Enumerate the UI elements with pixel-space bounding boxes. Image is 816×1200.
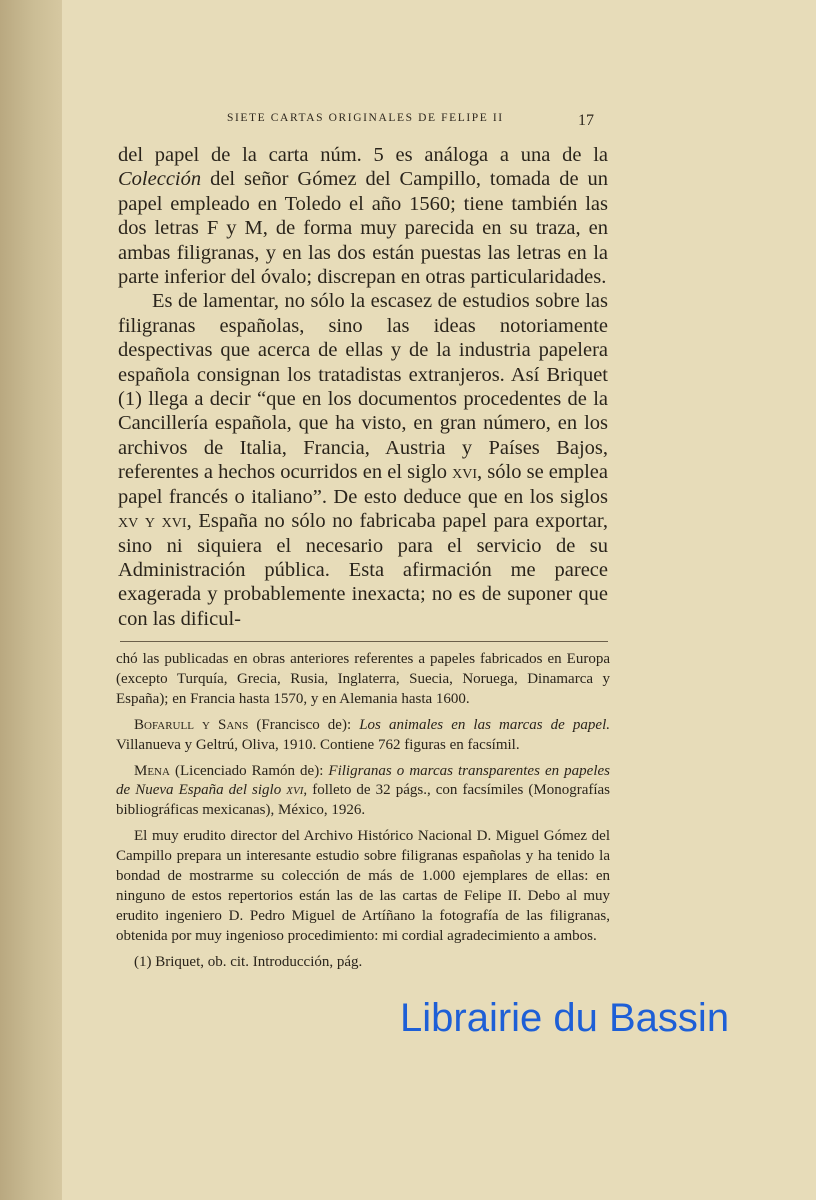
text-run: (Licenciado Ramón de): xyxy=(169,762,329,779)
author-name: Mena xyxy=(134,762,170,779)
text-run: del papel de la carta núm. 5 es análoga a una de la xyxy=(118,144,608,166)
text-run: , España no sólo no fabricaba papel para exportar, sino ni siquiera el necesario para el servicio de su Administración pública. Esta afirmación me parece exagerada y probablemente inexacta; no es de suponer que con las dificul- xyxy=(118,510,608,630)
author-name: Bofarull y Sans xyxy=(134,716,249,733)
footnote-divider xyxy=(120,641,608,642)
footnote-mena xyxy=(116,762,610,822)
text-run: Es de lamentar, no sólo la escasez de estudios sobre las filigranas españolas, sino las ideas notoriamente despectivas que acerca de ellas y de la industria papelera española consignan los tratadistas extranjeros. Así Briquet (1) llega a decir “que en los documentos procedentes de la Cancillería española, que ha visto, en gran número, en los archivos de Italia, Francia, Austria y Países Bajos, referentes a hechos ocurridos en el siglo xyxy=(118,290,608,484)
smallcaps-run: xvi xyxy=(452,461,478,484)
footnote-gomez: El muy erudito director del Archivo Histórico Nacional D. Miguel Gómez del Campillo prepara un interesante estudio sobre filigranas españolas y ha tenido la bondad de mostrarme su colección de más de 1.000 ejemplares de ellas: en ninguno de estos repertorios están las de las cartas de Felipe II. Debo al muy erudito ingeniero D. Pedro Miguel de Artíñano la fotografía de las filigranas, obtenida por muy ingenioso procedimiento: mi cordial agradecimiento a ambos. xyxy=(116,828,610,944)
text-run: Villanueva y Geltrú, Oliva, 1910. Contiene 762 figuras en facsímil. xyxy=(116,736,520,753)
smallcaps-run: xvi xyxy=(286,782,304,799)
smallcaps-run: xv y xvi xyxy=(118,510,187,533)
page-number: 17 xyxy=(578,112,594,129)
watermark: Librairie du Bassin xyxy=(400,996,730,1040)
book-page xyxy=(62,0,816,1200)
running-header: SIETE CARTAS ORIGINALES DE FELIPE II xyxy=(227,112,504,124)
bleed-through-text xyxy=(4,120,44,172)
text-run: , folleto de 32 págs., con facsímiles (Monografías bibliográficas mexicanas), México, 1926. xyxy=(116,782,611,819)
paragraph-2 xyxy=(118,289,608,631)
adjacent-page-edge xyxy=(0,0,62,1200)
text-run: (Francisco de): xyxy=(248,716,360,733)
footnotes xyxy=(116,650,610,979)
text-run: , sólo se emplea papel francés o italiano”. De esto deduce que en los siglos xyxy=(118,461,608,508)
italic-run: Colección xyxy=(118,168,202,191)
paragraph-1 xyxy=(118,143,608,289)
work-title: Los animales en las marcas de papel. xyxy=(359,716,610,733)
work-title: Filigranas o marcas transparentes en papeles de Nueva España del siglo xyxy=(116,762,610,799)
footnote-bofarull xyxy=(116,716,610,756)
text-run: del señor Gómez del Campillo, tomada de un papel empleado en Toledo el año 1560; tiene también las dos letras F y M, de forma muy parecida en su traza, en ambas filigranas, y en las dos están puestas las letras en la parte inferior del óvalo; discrepan en otras particularidades. xyxy=(118,168,608,289)
main-text xyxy=(118,143,608,631)
footnote-continuation: chó las publicadas en obras anteriores referentes a papeles fabricados en Europa (excepto Turquía, Grecia, Rusia, Inglaterra, Suecia, Noruega, Dinamarca y España); en Francia hasta 1570, y en Alemania hasta 1600. xyxy=(116,651,610,707)
footnote-1: (1) Briquet, ob. cit. Introducción, pág. xyxy=(134,953,363,970)
